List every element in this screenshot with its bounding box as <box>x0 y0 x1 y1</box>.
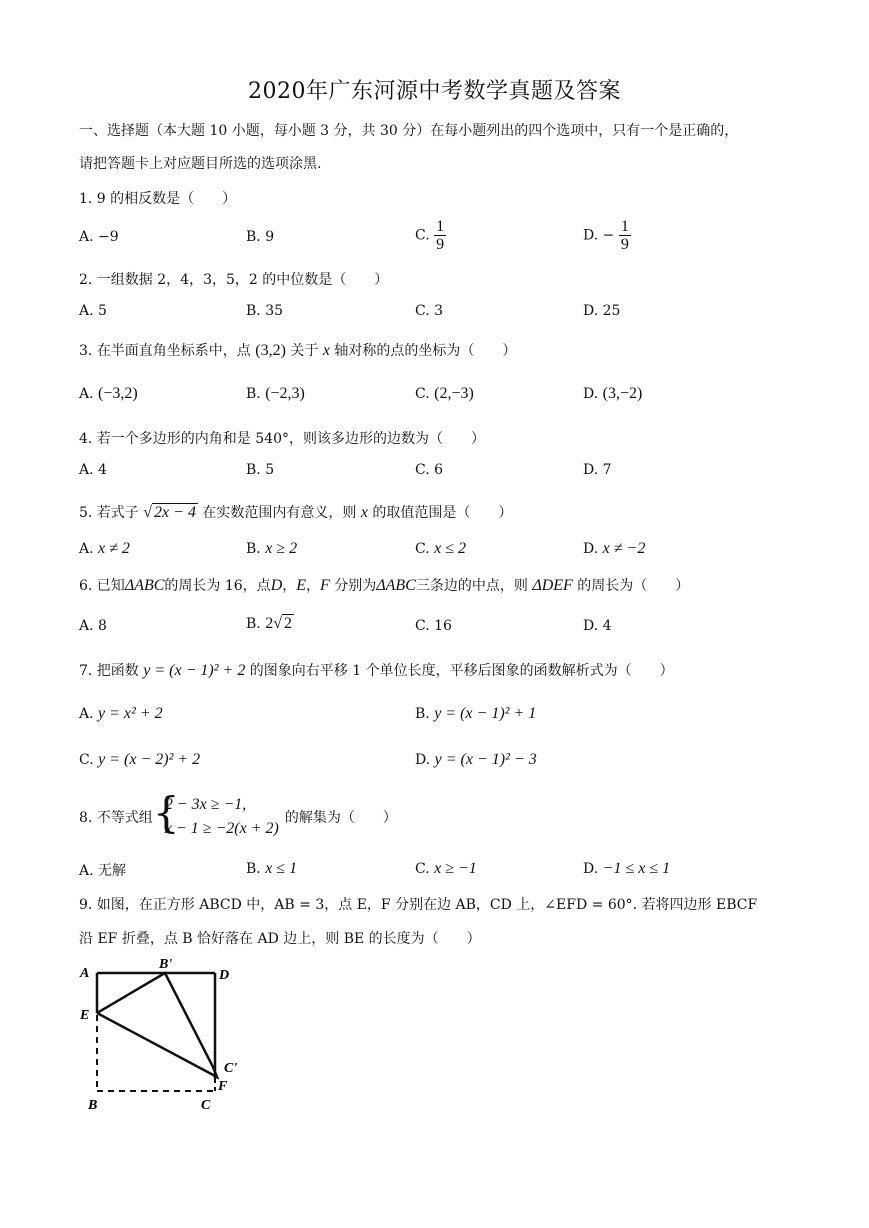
q8-option-a: A. 无解 <box>79 863 127 879</box>
q1-option-d-label: D. − <box>583 227 615 244</box>
label-b-prime: B' <box>159 957 173 972</box>
q6-option-a: A. 8 <box>79 618 107 634</box>
label-f: F <box>218 1079 228 1094</box>
q2-option-a: A. 5 <box>79 303 107 319</box>
q7-option-b: B. y = (x − 1)² + 1 <box>415 705 537 722</box>
q4-option-b: B. 5 <box>246 462 275 478</box>
q1-option-b: B. 9 <box>246 229 275 245</box>
q3-option-c: C. (2,−3) <box>415 385 474 402</box>
q1-option-d-fraction: $\frac{1}{9}$ <box>620 218 629 253</box>
q1-option-c-label: C. <box>415 227 430 244</box>
q8-option-b: B. x ≤ 1 <box>246 860 298 877</box>
q7-option-c: C. y = (x − 2)² + 2 <box>79 751 201 768</box>
q5-option-a: A. x ≠ 2 <box>79 540 130 557</box>
q8-stem: 8. 不等式组 { 2 − 3x ≥ −1, x − 1 ≥ −2(x + 2) 的解集为（ ） <box>79 793 397 841</box>
q1-option-c-fraction: $\frac{1}{9}$ <box>436 218 445 253</box>
q7-option-d: D. y = (x − 1)² − 3 <box>415 751 537 768</box>
q1-stem: 1. 9 的相反数是（ ） <box>79 191 237 207</box>
q4-option-c: C. 6 <box>415 462 444 478</box>
q8-option-d: D. −1 ≤ x ≤ 1 <box>583 860 671 877</box>
q2-option-c: C. 3 <box>415 303 444 319</box>
q9-stem-line1: 9. 如图，在正方形 ABCD 中，AB = 3，点 E，F 分别在边 AB，CD 上，∠EFD = 60°. 若将四边形 EBCF <box>79 897 758 913</box>
q4-stem: 4. 若一个多边形的内角和是 540°，则该多边形的边数为（ ） <box>79 431 485 447</box>
q4-option-d: D. 7 <box>583 462 612 478</box>
q3-option-b: B. (−2,3) <box>246 385 305 402</box>
q3-option-d: D. (3,−2) <box>583 385 643 402</box>
q2-option-b: B. 35 <box>246 303 284 319</box>
label-e: E <box>80 1008 90 1023</box>
section-instructions-line1: 一、选择题（本大题 10 小题，每小题 3 分，共 30 分）在每小题列出的四个选项中，只有一个是正确的， <box>79 123 739 139</box>
label-b: B <box>88 1098 98 1113</box>
q5-option-c: C. x ≤ 2 <box>415 540 467 557</box>
q6-option-d: D. 4 <box>583 618 612 634</box>
q2-stem: 2. 一组数据 2，4，3，5，2 的中位数是（ ） <box>79 272 389 288</box>
q1-option-c <box>415 218 446 253</box>
q6-option-b: B. 2√ 2 <box>246 615 292 632</box>
q8-inequality-system: { 2 − 3x ≥ −1, x − 1 ≥ −2(x + 2) <box>152 788 279 837</box>
q5-stem: 5. 若式子 √ 2x − 4 在实数范围内有意义，则 x 的取值范围是（ ） <box>79 504 513 521</box>
q9-stem-line2: 沿 EF 折叠，点 B 恰好落在 AD 边上，则 BE 的长度为（ ） <box>79 931 481 947</box>
q4-option-a: A. 4 <box>79 462 107 478</box>
q5-radical: √ 2x − 4 <box>143 504 196 521</box>
section-instructions-line2: 请把答题卡上对应题目所选的选项涂黑. <box>79 156 322 172</box>
q8-option-c: C. x ≥ −1 <box>415 860 477 877</box>
q5-option-b: B. x ≥ 2 <box>246 540 298 557</box>
q1-option-a: A. −9 <box>79 229 119 245</box>
q6-stem: 6. 已知ΔABC的周长为 16，点D，E，F 分别为ΔABC三条边的中点，则 ΔDEF 的周长为（ ） <box>79 577 690 594</box>
label-c: C <box>201 1098 211 1113</box>
q2-option-d: D. 25 <box>583 303 621 319</box>
label-d: D <box>219 968 230 983</box>
label-a: A <box>80 966 90 981</box>
q6-option-c: C. 16 <box>415 618 452 634</box>
q7-stem: 7. 把函数 y = (x − 1)² + 2 的图象向右平移 1 个单位长度，平移后图象的函数解析式为（ ） <box>79 662 674 679</box>
q3-stem: 3. 在半面直角坐标系中，点 (3,2) 关于 x 轴对称的点的坐标为（ ） <box>79 342 517 359</box>
q1-option-d <box>583 218 631 253</box>
label-c-prime: C' <box>224 1061 238 1076</box>
q7-option-a: A. y = x² + 2 <box>79 705 163 722</box>
q9-figure <box>75 955 275 1120</box>
q3-option-a: A. (−3,2) <box>79 385 138 402</box>
page-title: 2020年广东河源中考数学真题及答案 <box>248 79 621 104</box>
q5-option-d: D. x ≠ −2 <box>583 540 646 557</box>
folded-quadrilateral <box>97 973 217 1077</box>
